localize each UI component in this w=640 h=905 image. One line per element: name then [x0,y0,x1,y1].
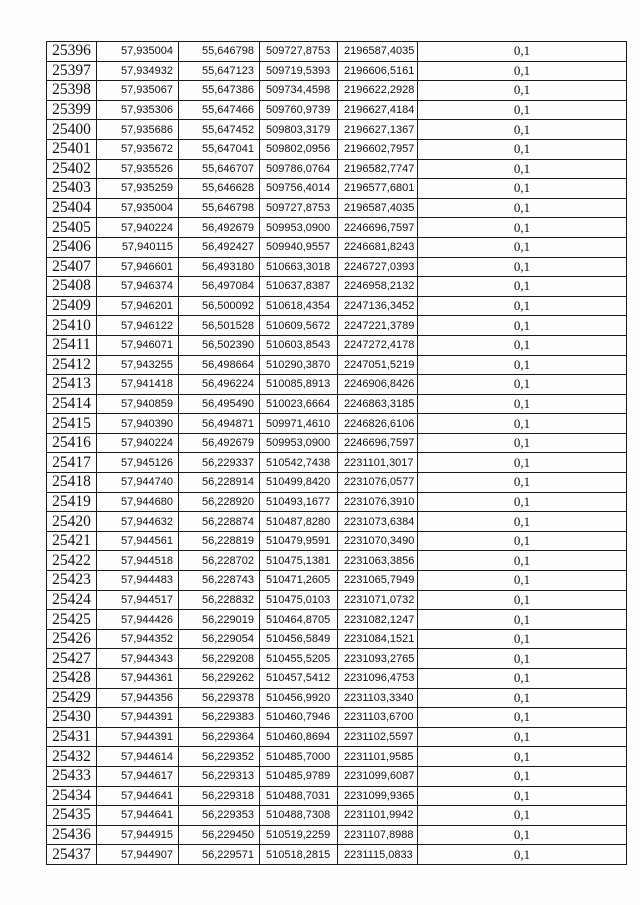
y-coordinate-cell: 2231065,7949 [338,571,418,591]
point-number-cell: 25425 [47,610,97,630]
latitude-cell: 57,944632 [97,512,179,532]
x-coordinate-cell: 509719,5393 [260,61,338,81]
table-row [47,375,627,395]
accuracy-cell: 0,1 [418,355,627,375]
accuracy-cell: 0,1 [418,61,627,81]
y-coordinate-cell: 2196602,7957 [338,139,418,159]
latitude-cell: 57,935672 [97,139,179,159]
point-number-cell: 25416 [47,433,97,453]
table-row [47,806,627,826]
y-coordinate-cell: 2196627,4184 [338,100,418,120]
longitude-cell: 56,495490 [179,394,260,414]
latitude-cell: 57,935526 [97,159,179,179]
y-coordinate-cell: 2231073,6384 [338,512,418,532]
accuracy-cell: 0,1 [418,375,627,395]
accuracy-cell: 0,1 [418,179,627,199]
y-coordinate-cell: 2196622,2928 [338,81,418,101]
table-row [47,257,627,277]
point-number-cell: 25400 [47,120,97,140]
point-number-cell: 25409 [47,296,97,316]
latitude-cell: 57,944356 [97,688,179,708]
x-coordinate-cell: 510290,3870 [260,355,338,375]
latitude-cell: 57,934932 [97,61,179,81]
y-coordinate-cell: 2246863,3185 [338,394,418,414]
longitude-cell: 55,646798 [179,198,260,218]
table-row [47,766,627,786]
x-coordinate-cell: 510464,8705 [260,610,338,630]
y-coordinate-cell: 2246696,7597 [338,433,418,453]
x-coordinate-cell: 509727,8753 [260,42,338,62]
accuracy-cell: 0,1 [418,433,627,453]
table-row [47,688,627,708]
y-coordinate-cell: 2231076,3910 [338,492,418,512]
y-coordinate-cell: 2231096,4753 [338,669,418,689]
point-number-cell: 25397 [47,61,97,81]
y-coordinate-cell: 2231101,9942 [338,806,418,826]
accuracy-cell: 0,1 [418,629,627,649]
y-coordinate-cell: 2196606,5161 [338,61,418,81]
point-number-cell: 25436 [47,825,97,845]
y-coordinate-cell: 2246906,8426 [338,375,418,395]
point-number-cell: 25417 [47,453,97,473]
latitude-cell: 57,940390 [97,414,179,434]
accuracy-cell: 0,1 [418,218,627,238]
table-row [47,355,627,375]
latitude-cell: 57,944915 [97,825,179,845]
x-coordinate-cell: 510475,1381 [260,551,338,571]
longitude-cell: 55,647386 [179,81,260,101]
x-coordinate-cell: 510485,7000 [260,747,338,767]
y-coordinate-cell: 2231082,1247 [338,610,418,630]
latitude-cell: 57,945126 [97,453,179,473]
x-coordinate-cell: 510460,7946 [260,708,338,728]
x-coordinate-cell: 510471,2605 [260,571,338,591]
point-number-cell: 25421 [47,531,97,551]
x-coordinate-cell: 510456,9920 [260,688,338,708]
longitude-cell: 55,647466 [179,100,260,120]
accuracy-cell: 0,1 [418,316,627,336]
x-coordinate-cell: 510519,2259 [260,825,338,845]
longitude-cell: 56,229318 [179,786,260,806]
latitude-cell: 57,944680 [97,492,179,512]
latitude-cell: 57,944391 [97,708,179,728]
longitude-cell: 56,229054 [179,629,260,649]
y-coordinate-cell: 2231101,9585 [338,747,418,767]
table-row [47,335,627,355]
point-number-cell: 25403 [47,179,97,199]
longitude-cell: 55,646628 [179,179,260,199]
longitude-cell: 56,229364 [179,727,260,747]
table-row [47,139,627,159]
latitude-cell: 57,941418 [97,375,179,395]
longitude-cell: 56,497084 [179,277,260,297]
x-coordinate-cell: 509760,9739 [260,100,338,120]
x-coordinate-cell: 509953,0900 [260,433,338,453]
point-number-cell: 25402 [47,159,97,179]
accuracy-cell: 0,1 [418,277,627,297]
accuracy-cell: 0,1 [418,296,627,316]
accuracy-cell: 0,1 [418,512,627,532]
table-row [47,473,627,493]
accuracy-cell: 0,1 [418,806,627,826]
latitude-cell: 57,935004 [97,42,179,62]
accuracy-cell: 0,1 [418,414,627,434]
y-coordinate-cell: 2246958,2132 [338,277,418,297]
latitude-cell: 57,944352 [97,629,179,649]
point-number-cell: 25432 [47,747,97,767]
longitude-cell: 56,228819 [179,531,260,551]
longitude-cell: 56,229337 [179,453,260,473]
latitude-cell: 57,940115 [97,237,179,257]
y-coordinate-cell: 2231071,0732 [338,590,418,610]
x-coordinate-cell: 510479,9591 [260,531,338,551]
accuracy-cell: 0,1 [418,551,627,571]
point-number-cell: 25408 [47,277,97,297]
table-row [47,296,627,316]
table-row [47,42,627,62]
y-coordinate-cell: 2231107,8988 [338,825,418,845]
point-number-cell: 25429 [47,688,97,708]
x-coordinate-cell: 510603,8543 [260,335,338,355]
table-row [47,649,627,669]
x-coordinate-cell: 510663,3018 [260,257,338,277]
accuracy-cell: 0,1 [418,159,627,179]
latitude-cell: 57,944343 [97,649,179,669]
table-row [47,218,627,238]
table-row [47,237,627,257]
latitude-cell: 57,944641 [97,806,179,826]
point-number-cell: 25418 [47,473,97,493]
longitude-cell: 56,501528 [179,316,260,336]
accuracy-cell: 0,1 [418,825,627,845]
accuracy-cell: 0,1 [418,139,627,159]
longitude-cell: 56,229208 [179,649,260,669]
latitude-cell: 57,944740 [97,473,179,493]
longitude-cell: 56,492679 [179,218,260,238]
table-row [47,571,627,591]
accuracy-cell: 0,1 [418,688,627,708]
point-number-cell: 25433 [47,766,97,786]
table-row [47,629,627,649]
x-coordinate-cell: 510023,6664 [260,394,338,414]
accuracy-cell: 0,1 [418,237,627,257]
x-coordinate-cell: 510493,1677 [260,492,338,512]
table-row [47,708,627,728]
x-coordinate-cell: 509803,3179 [260,120,338,140]
point-number-cell: 25434 [47,786,97,806]
longitude-cell: 56,229352 [179,747,260,767]
longitude-cell: 56,229571 [179,845,260,865]
point-number-cell: 25412 [47,355,97,375]
latitude-cell: 57,944561 [97,531,179,551]
table-row [47,825,627,845]
y-coordinate-cell: 2196627,1367 [338,120,418,140]
x-coordinate-cell: 510085,8913 [260,375,338,395]
point-number-cell: 25424 [47,590,97,610]
table-row [47,610,627,630]
accuracy-cell: 0,1 [418,708,627,728]
table-row [47,198,627,218]
latitude-cell: 57,940224 [97,218,179,238]
table-row [47,590,627,610]
point-number-cell: 25407 [47,257,97,277]
longitude-cell: 56,229450 [179,825,260,845]
point-number-cell: 25431 [47,727,97,747]
y-coordinate-cell: 2231099,6087 [338,766,418,786]
longitude-cell: 56,229262 [179,669,260,689]
point-number-cell: 25398 [47,81,97,101]
table-row [47,845,627,865]
longitude-cell: 56,492679 [179,433,260,453]
latitude-cell: 57,946374 [97,277,179,297]
latitude-cell: 57,944518 [97,551,179,571]
x-coordinate-cell: 509734,4598 [260,81,338,101]
point-number-cell: 25430 [47,708,97,728]
x-coordinate-cell: 509971,4610 [260,414,338,434]
accuracy-cell: 0,1 [418,531,627,551]
y-coordinate-cell: 2247136,3452 [338,296,418,316]
latitude-cell: 57,935686 [97,120,179,140]
longitude-cell: 55,647452 [179,120,260,140]
point-number-cell: 25420 [47,512,97,532]
x-coordinate-cell: 510460,8694 [260,727,338,747]
longitude-cell: 56,229378 [179,688,260,708]
y-coordinate-cell: 2231070,3490 [338,531,418,551]
longitude-cell: 56,496224 [179,375,260,395]
x-coordinate-cell: 510609,5672 [260,316,338,336]
x-coordinate-cell: 510637,8387 [260,277,338,297]
table-row [47,512,627,532]
x-coordinate-cell: 510542,7438 [260,453,338,473]
x-coordinate-cell: 510518,2815 [260,845,338,865]
point-number-cell: 25422 [47,551,97,571]
y-coordinate-cell: 2231076,0577 [338,473,418,493]
x-coordinate-cell: 510499,8420 [260,473,338,493]
longitude-cell: 56,229019 [179,610,260,630]
accuracy-cell: 0,1 [418,845,627,865]
point-number-cell: 25426 [47,629,97,649]
latitude-cell: 57,946601 [97,257,179,277]
latitude-cell: 57,935004 [97,198,179,218]
y-coordinate-cell: 2231063,3856 [338,551,418,571]
coordinates-table-body [47,42,627,865]
accuracy-cell: 0,1 [418,120,627,140]
latitude-cell: 57,946122 [97,316,179,336]
point-number-cell: 25419 [47,492,97,512]
point-number-cell: 25401 [47,139,97,159]
y-coordinate-cell: 2247051,5219 [338,355,418,375]
longitude-cell: 55,646707 [179,159,260,179]
table-row [47,551,627,571]
x-coordinate-cell: 509727,8753 [260,198,338,218]
table-row [47,61,627,81]
accuracy-cell: 0,1 [418,100,627,120]
x-coordinate-cell: 510618,4354 [260,296,338,316]
latitude-cell: 57,944907 [97,845,179,865]
accuracy-cell: 0,1 [418,786,627,806]
point-number-cell: 25423 [47,571,97,591]
latitude-cell: 57,944391 [97,727,179,747]
longitude-cell: 56,228914 [179,473,260,493]
accuracy-cell: 0,1 [418,492,627,512]
longitude-cell: 55,647041 [179,139,260,159]
table-row [47,531,627,551]
point-number-cell: 25428 [47,669,97,689]
table-row [47,159,627,179]
x-coordinate-cell: 509940,9557 [260,237,338,257]
latitude-cell: 57,940224 [97,433,179,453]
y-coordinate-cell: 2231103,3340 [338,688,418,708]
x-coordinate-cell: 509756,4014 [260,179,338,199]
longitude-cell: 56,492427 [179,237,260,257]
table-row [47,100,627,120]
table-row [47,179,627,199]
table-row [47,786,627,806]
point-number-cell: 25399 [47,100,97,120]
x-coordinate-cell: 509786,0764 [260,159,338,179]
longitude-cell: 56,494871 [179,414,260,434]
point-number-cell: 25396 [47,42,97,62]
coordinates-table [46,41,627,865]
point-number-cell: 25404 [47,198,97,218]
y-coordinate-cell: 2246727,0393 [338,257,418,277]
longitude-cell: 56,229353 [179,806,260,826]
y-coordinate-cell: 2247272,4178 [338,335,418,355]
y-coordinate-cell: 2231115,0833 [338,845,418,865]
longitude-cell: 56,228743 [179,571,260,591]
latitude-cell: 57,944361 [97,669,179,689]
y-coordinate-cell: 2231102,5597 [338,727,418,747]
y-coordinate-cell: 2246696,7597 [338,218,418,238]
longitude-cell: 56,229313 [179,766,260,786]
y-coordinate-cell: 2196577,6801 [338,179,418,199]
x-coordinate-cell: 510475,0103 [260,590,338,610]
latitude-cell: 57,935306 [97,100,179,120]
table-row [47,747,627,767]
table-row [47,453,627,473]
x-coordinate-cell: 510488,7308 [260,806,338,826]
latitude-cell: 57,946071 [97,335,179,355]
accuracy-cell: 0,1 [418,590,627,610]
x-coordinate-cell: 510488,7031 [260,786,338,806]
longitude-cell: 56,228874 [179,512,260,532]
accuracy-cell: 0,1 [418,473,627,493]
accuracy-cell: 0,1 [418,649,627,669]
longitude-cell: 55,647123 [179,61,260,81]
x-coordinate-cell: 510457,5412 [260,669,338,689]
y-coordinate-cell: 2231101,3017 [338,453,418,473]
x-coordinate-cell: 509802,0956 [260,139,338,159]
y-coordinate-cell: 2231099,9365 [338,786,418,806]
accuracy-cell: 0,1 [418,257,627,277]
accuracy-cell: 0,1 [418,766,627,786]
x-coordinate-cell: 510455,5205 [260,649,338,669]
y-coordinate-cell: 2231093,2765 [338,649,418,669]
point-number-cell: 25437 [47,845,97,865]
y-coordinate-cell: 2231084,1521 [338,629,418,649]
y-coordinate-cell: 2246826,6106 [338,414,418,434]
longitude-cell: 56,493180 [179,257,260,277]
accuracy-cell: 0,1 [418,335,627,355]
table-row [47,81,627,101]
longitude-cell: 56,502390 [179,335,260,355]
y-coordinate-cell: 2196587,4035 [338,42,418,62]
latitude-cell: 57,944426 [97,610,179,630]
accuracy-cell: 0,1 [418,198,627,218]
latitude-cell: 57,946201 [97,296,179,316]
longitude-cell: 56,498664 [179,355,260,375]
point-number-cell: 25410 [47,316,97,336]
latitude-cell: 57,944517 [97,590,179,610]
latitude-cell: 57,935259 [97,179,179,199]
latitude-cell: 57,943255 [97,355,179,375]
accuracy-cell: 0,1 [418,81,627,101]
point-number-cell: 25411 [47,335,97,355]
accuracy-cell: 0,1 [418,394,627,414]
longitude-cell: 56,228920 [179,492,260,512]
table-row [47,394,627,414]
table-row [47,414,627,434]
accuracy-cell: 0,1 [418,610,627,630]
accuracy-cell: 0,1 [418,42,627,62]
x-coordinate-cell: 510456,5849 [260,629,338,649]
table-row [47,492,627,512]
y-coordinate-cell: 2196587,4035 [338,198,418,218]
y-coordinate-cell: 2196582,7747 [338,159,418,179]
table-row [47,727,627,747]
latitude-cell: 57,935067 [97,81,179,101]
table-row [47,669,627,689]
table-row [47,120,627,140]
longitude-cell: 56,228832 [179,590,260,610]
y-coordinate-cell: 2247221,3789 [338,316,418,336]
y-coordinate-cell: 2231103,6700 [338,708,418,728]
point-number-cell: 25405 [47,218,97,238]
table-row [47,277,627,297]
accuracy-cell: 0,1 [418,453,627,473]
x-coordinate-cell: 510487,8280 [260,512,338,532]
latitude-cell: 57,944617 [97,766,179,786]
point-number-cell: 25406 [47,237,97,257]
point-number-cell: 25427 [47,649,97,669]
latitude-cell: 57,944641 [97,786,179,806]
longitude-cell: 55,646798 [179,42,260,62]
point-number-cell: 25435 [47,806,97,826]
accuracy-cell: 0,1 [418,727,627,747]
accuracy-cell: 0,1 [418,571,627,591]
x-coordinate-cell: 510485,9789 [260,766,338,786]
x-coordinate-cell: 509953,0900 [260,218,338,238]
point-number-cell: 25415 [47,414,97,434]
point-number-cell: 25414 [47,394,97,414]
longitude-cell: 56,500092 [179,296,260,316]
table-row [47,433,627,453]
latitude-cell: 57,940859 [97,394,179,414]
table-row [47,316,627,336]
longitude-cell: 56,228702 [179,551,260,571]
accuracy-cell: 0,1 [418,747,627,767]
longitude-cell: 56,229383 [179,708,260,728]
accuracy-cell: 0,1 [418,669,627,689]
y-coordinate-cell: 2246681,8243 [338,237,418,257]
point-number-cell: 25413 [47,375,97,395]
latitude-cell: 57,944614 [97,747,179,767]
latitude-cell: 57,944483 [97,571,179,591]
